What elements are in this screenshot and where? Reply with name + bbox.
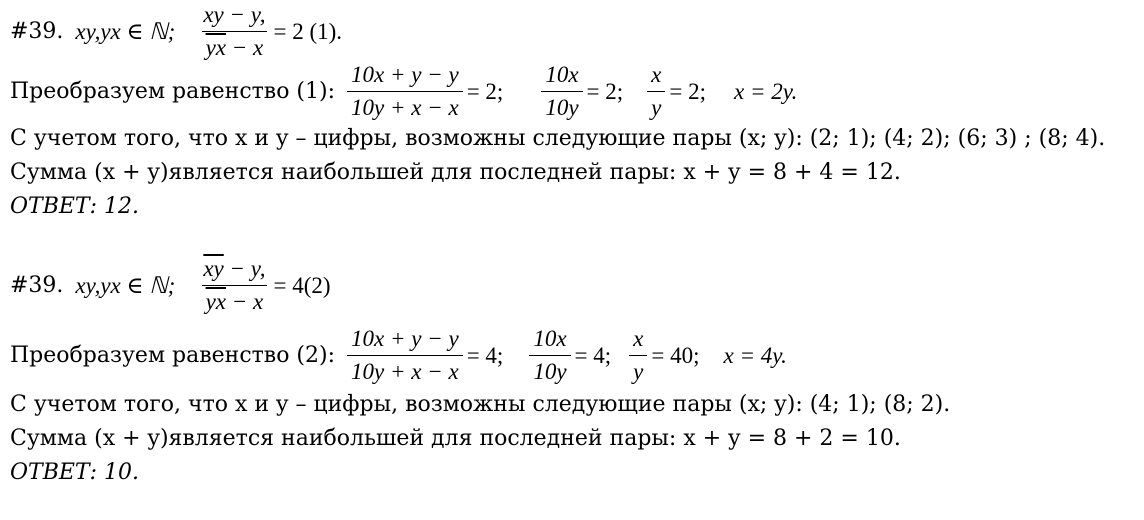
fraction-numerator: 10x + y − y	[351, 326, 459, 351]
answer-line-2	[10, 460, 139, 485]
fraction-2-rhs: = 2;	[586, 78, 624, 104]
fraction-3-rhs: = 40;	[651, 342, 700, 368]
fraction-denominator: 10y	[541, 91, 582, 121]
number-set-condition: xy,yx ∈ ℕ;	[75, 18, 176, 44]
equation-rhs: = 2 (1).	[273, 18, 343, 44]
fraction-2-rhs: = 4;	[574, 342, 612, 368]
fraction-1-rhs: = 2;	[466, 78, 504, 104]
numerator-rest: − y,	[223, 256, 266, 281]
fraction-numerator: xy − y,	[203, 2, 266, 27]
fraction-1	[347, 326, 463, 385]
fraction-denominator: 10y + x − x	[347, 355, 463, 385]
pairs-text: С учетом того, что x и y – цифры, возможны следующие пары (x; y): (4; 1); (8; 2).	[10, 392, 951, 417]
answer-text: ОТВЕТ: 12.	[10, 194, 140, 219]
number-set-condition: xy,yx ∈ ℕ;	[75, 272, 176, 298]
sum-line-2	[10, 426, 901, 451]
answer-line-1	[10, 194, 139, 219]
final-relation: x = 2y.	[734, 78, 798, 104]
transform-line-2	[10, 326, 787, 385]
answer-text: ОТВЕТ: 10.	[10, 460, 140, 485]
fraction-2	[529, 326, 570, 385]
fraction-denominator	[202, 31, 268, 61]
equation-rhs: = 4(2)	[273, 272, 331, 298]
problem-header-2	[10, 256, 331, 315]
overlined-digits: $\overline{yx}$	[205, 289, 226, 314]
pairs-text: С учетом того, что x и y – цифры, возможны следующие пары (x; y): (2; 1); (4; 2); (6; 3) ; (8; 4).	[10, 126, 1106, 151]
fraction-numerator: x	[633, 326, 644, 351]
denominator-rest: − x	[226, 289, 264, 314]
fraction-2	[541, 62, 582, 121]
fraction-denominator: y	[647, 91, 665, 121]
transform-lead: Преобразуем равенство (2):	[10, 343, 336, 368]
overlined-digits: $\overline{yx}$	[205, 35, 226, 60]
fraction-numerator: 10x	[545, 62, 579, 87]
fraction-denominator: y	[629, 355, 647, 385]
fraction-numerator: 10x + y − y	[351, 62, 459, 87]
sum-text: Сумма (x + y)является наибольшей для последней пары: x + y = 8 + 4 = 12.	[10, 160, 901, 185]
fraction-numerator: x	[651, 62, 662, 87]
overlined-digits: $\overline{xy}$	[203, 256, 224, 281]
fraction-1-rhs: = 4;	[466, 342, 504, 368]
fraction-3-rhs: = 2;	[669, 78, 706, 104]
problem-header-1	[10, 2, 342, 61]
final-relation: x = 4y.	[723, 342, 787, 368]
problem-number: #39.	[10, 273, 64, 298]
transform-lead: Преобразуем равенство (1):	[10, 79, 336, 104]
pairs-line-2	[10, 392, 950, 417]
fraction-3	[629, 326, 647, 385]
fraction-numerator	[199, 256, 269, 285]
fraction-denominator: 10y	[529, 355, 570, 385]
given-fraction	[199, 256, 269, 315]
fraction-numerator: 10x	[533, 326, 567, 351]
fraction-denominator	[202, 285, 268, 315]
fraction-3	[647, 62, 665, 121]
sum-line-1	[10, 160, 901, 185]
transform-line-1	[10, 62, 797, 121]
denominator-rest: − x	[226, 35, 264, 60]
fraction-1	[347, 62, 463, 121]
pairs-line-1	[10, 126, 1105, 151]
sum-text: Сумма (x + y)является наибольшей для последней пары: x + y = 8 + 2 = 10.	[10, 426, 901, 451]
fraction-denominator: 10y + x − x	[347, 91, 463, 121]
problem-number: #39.	[10, 19, 64, 44]
given-fraction	[199, 2, 269, 61]
